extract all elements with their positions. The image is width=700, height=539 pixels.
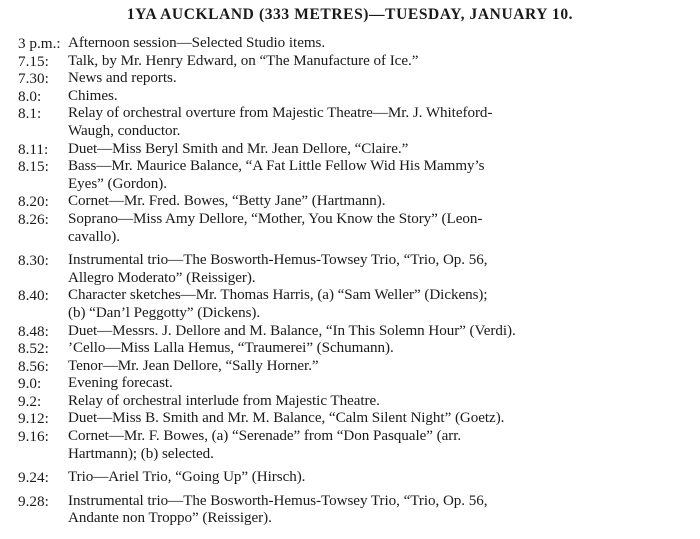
entry-description — [68, 141, 700, 159]
entry-time: 8.20: — [18, 193, 49, 211]
programme-entry — [18, 88, 700, 106]
entry-line: News and reports. — [68, 70, 177, 87]
entry-time: 8.0: — [18, 87, 42, 105]
entry-line: Bass—Mr. Maurice Balance, “A Fat Little Fellow Wid His Mammy’s — [68, 158, 485, 175]
entry-description — [68, 193, 700, 211]
programme-entry — [18, 252, 700, 287]
entry-line: Duet—Miss Beryl Smith and Mr. Jean Dellore, “Claire.” — [68, 140, 409, 157]
entry-time: 8.15: — [18, 158, 49, 176]
entry-line: Tenor—Mr. Jean Dellore, “Sally Horner.” — [68, 357, 319, 374]
entry-line: Trio—Ariel Trio, “Going Up” (Hirsch). — [68, 469, 306, 486]
entry-line: Duet—Messrs. J. Dellore and M. Balance, “In This Solemn Hour” (Verdi). — [68, 322, 516, 339]
entry-description — [68, 158, 700, 193]
entry-description — [68, 428, 700, 463]
entry-time: 9.28: — [18, 492, 49, 510]
entry-time: 9.16: — [18, 428, 49, 446]
entry-line: ’Cello—Miss Lalla Hemus, “Traumerei” (Schumann). — [68, 340, 394, 357]
programme-entry — [18, 358, 700, 376]
entry-description — [68, 88, 700, 106]
entry-line: Cornet—Mr. F. Bowes, (a) “Serenade” from “Don Pasquale” (arr. — [68, 428, 462, 445]
programme-entry — [18, 493, 700, 528]
programme-entry — [18, 35, 700, 53]
entry-time: 8.48: — [18, 322, 49, 340]
entry-line: Eyes” (Gordon). — [68, 175, 168, 192]
entry-time: 9.24: — [18, 469, 49, 487]
entry-time: 3 p.m.: — [18, 35, 61, 52]
entry-line: Instrumental trio—The Bosworth-Hemus-Towsey Trio, “Trio, Op. 56, — [68, 252, 488, 269]
programme-entry — [18, 410, 700, 428]
programme-entry — [18, 287, 700, 322]
programme-entry — [18, 70, 700, 88]
entry-line: Relay of orchestral interlude from Majestic Theatre. — [68, 392, 380, 409]
entry-description — [68, 70, 700, 88]
entry-line: Relay of orchestral overture from Majestic Theatre—Mr. J. Whiteford- — [68, 105, 493, 122]
entry-time: 8.56: — [18, 357, 49, 375]
entry-line: Andante non Troppo” (Reissiger). — [68, 510, 272, 527]
entry-description — [68, 211, 700, 246]
entry-line: Hartmann); (b) selected. — [68, 445, 214, 462]
entry-line: Allegro Moderato” (Reissiger). — [68, 269, 256, 286]
entry-line: Duet—Miss B. Smith and Mr. M. Balance, “Calm Silent Night” (Goetz). — [68, 410, 505, 427]
entry-time: 8.1: — [18, 105, 42, 123]
entry-description — [68, 323, 700, 341]
programme-entry — [18, 105, 700, 140]
entry-description — [68, 287, 700, 322]
entry-time: 8.30: — [18, 252, 49, 270]
entry-time: 8.26: — [18, 210, 49, 228]
programme-entry — [18, 53, 700, 71]
entry-time: 8.40: — [18, 287, 49, 305]
entry-description — [68, 393, 700, 411]
programme-entry — [18, 393, 700, 411]
entry-line: Chimes. — [68, 87, 118, 104]
entry-description — [68, 35, 700, 53]
programme-entry — [18, 428, 700, 463]
page-heading: 1YA AUCKLAND (333 METRES)—TUESDAY, JANUARY 10. — [126, 6, 574, 23]
entry-line: Soprano—Miss Amy Dellore, “Mother, You Know the Story” (Leon- — [68, 210, 483, 227]
programme-entry — [18, 158, 700, 193]
entry-line: cavallo). — [68, 228, 120, 245]
entry-description — [68, 469, 700, 487]
entry-line: Instrumental trio—The Bosworth-Hemus-Towsey Trio, “Trio, Op. 56, — [68, 492, 488, 509]
entry-description — [68, 358, 700, 376]
programme-entry — [18, 211, 700, 246]
entry-line: Talk, by Mr. Henry Edward, on “The Manufacture of Ice.” — [68, 52, 419, 69]
programme-entry — [18, 340, 700, 358]
programme-entry — [18, 375, 700, 393]
entry-description — [68, 375, 700, 393]
programme-entry — [18, 141, 700, 159]
entry-line: Afternoon session—Selected Studio items. — [68, 35, 326, 51]
entry-time: 9.0: — [18, 375, 42, 393]
entry-line: (b) “Dan’l Peggotty” (Dickens). — [68, 304, 261, 321]
entry-description — [68, 53, 700, 71]
entry-time: 9.2: — [18, 392, 42, 410]
entry-description — [68, 105, 700, 140]
entry-line: Character sketches—Mr. Thomas Harris, (a) “Sam Weller” (Dickens); — [68, 287, 488, 304]
entry-description — [68, 252, 700, 287]
programme-entry — [18, 323, 700, 341]
programme-list — [18, 35, 700, 528]
entry-time: 9.12: — [18, 410, 49, 428]
entry-line: Waugh, conductor. — [68, 122, 181, 139]
entry-line: Evening forecast. — [68, 375, 173, 392]
entry-time: 7.30: — [18, 70, 49, 88]
programme-entry — [18, 193, 700, 211]
entry-time: 7.15: — [18, 52, 49, 70]
entry-time: 8.11: — [18, 140, 49, 158]
entry-line: Cornet—Mr. Fred. Bowes, “Betty Jane” (Hartmann). — [68, 193, 386, 210]
programme-entry — [18, 469, 700, 487]
entry-description — [68, 340, 700, 358]
entry-time: 8.52: — [18, 340, 49, 358]
entry-description — [68, 410, 700, 428]
entry-description — [68, 493, 700, 528]
